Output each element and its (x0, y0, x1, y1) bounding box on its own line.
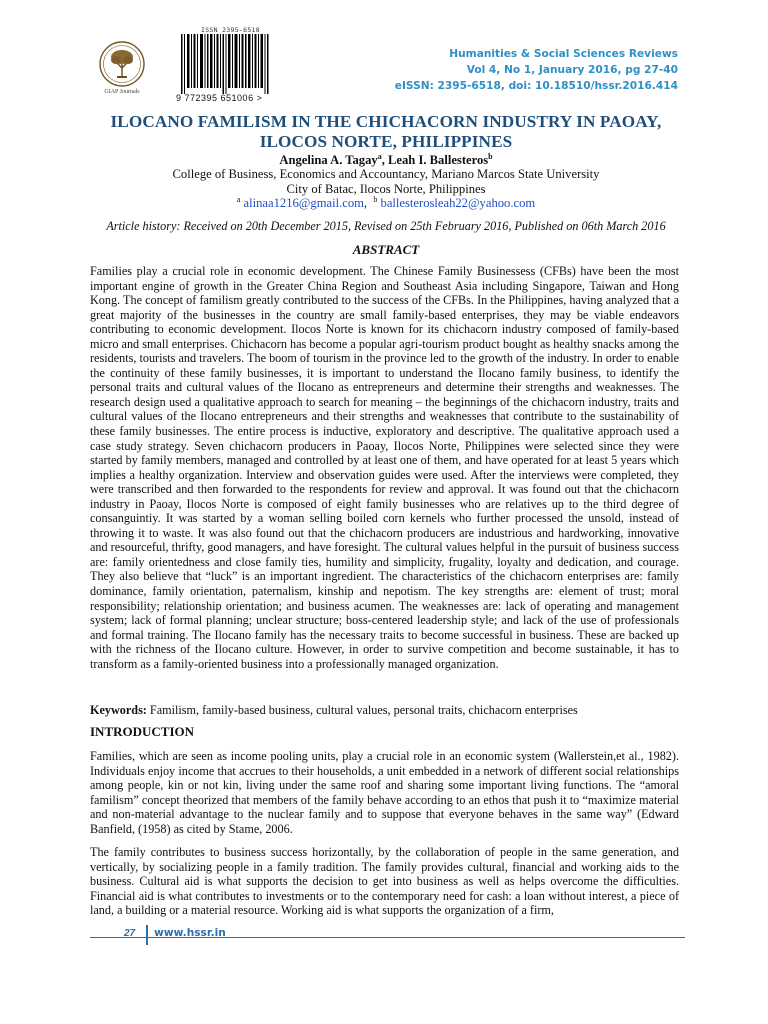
email-2-link[interactable]: ballesterosleah22@yahoo.com (380, 196, 536, 210)
introduction-paragraph-1: Families, which are seen as income pooling units, play a crucial role in an economic system (Wallerstein,et al., 1982). Individuals enjoy income that accrues to their households, a unit embedded in a network of different social relationships among people, kin or not kin, living under the same roof and sharing some important living functions. The “amoral familism” concept theorized that members of the family behave according to an ethos that push it to “maximize material and non-material advantage to the nuclear family and to suppose that everyone behaves in the same way” (Edward Banfield, (1958) as cited by Stame, 2006. (90, 749, 679, 836)
keywords-text: Familism, family-based business, cultural values, personal traits, chichacorn enterprises (146, 703, 578, 717)
author-2: Leah I. Ballesteros (388, 153, 489, 167)
author-separator: , (381, 153, 388, 167)
affiliation (96, 167, 676, 196)
author-2-sup: b (488, 151, 493, 161)
affiliation-line-1: College of Business, Economics and Accountancy, Mariano Marcos State University (172, 167, 600, 181)
email-1-link[interactable]: alinaa1216@gmail.com (243, 196, 364, 210)
article-title: ILOCANO FAMILISM IN THE CHICHACORN INDUSTRY IN PAOAY, ILOCOS NORTE, PHILIPPINES (110, 112, 662, 151)
affiliation-line-2: City of Batac, Ilocos Norte, Philippines (286, 181, 486, 196)
issn-label: ISSN 2395-6518 (201, 26, 260, 34)
journal-info (395, 46, 678, 94)
barcode-icon (181, 34, 269, 94)
abstract-text: Families play a crucial role in economic development. The Chinese Family Businessess (CFBs) have been the most important engine of growth in the Greater China Region and Southeast Asia including Singapore, Taiwan and Hong Kong. The concept of familism greatly contributed to the success of the CFBs. In the Philippines, having analyzed that a great majority of the businesses in the country are small family-based enterprises, they may be viable endeavors contributing to economic development. Ilocos Norte is known for its chichacorn industry composed of family-based micro and small enterprises. Chichacorn has become a popular agri-tourism product bought as healthy snacks among the residents, tourists and travelers. The boom of tourism in the province led to the growth of the industry. In order to enable the continuity of these family businesses, it is important to understand the Ilocano family business, to identify the personal traits and cultural values of the Ilocano as entrepreneurs and determine their strengths and weaknesses. The research design used a qualitative approach to search for meaning – the beginnings of the chichacorn industry, traits and cultural values of the Ilocano entrepreneurs and their strengths and weaknesses that contribute to the sustainability of these family businesses. The entire process is inductive, exploratory and descriptive. The qualitative approach used a case study strategy. Seven chichacorn producers in Paoay, Ilocos Norte, Philippines were selected since they were started by family members, managed and controlled by at least one of them, and have operated for at least 5 years which implies a healthy organization. Interview and observation guides were used. After the interviews were completed, they were transcribed and then forwarded to the respondents for review and approval. It was found out that the chichacorn industry in Paoay, Ilocos Norte is composed of eight family businesses who are relatives up to the third degree of consanguintiy. It was started by a woman selling boiled corn kernels who further processed the unsold, instead of throwing it to waste. It was also found out that the chichacorn producers are industrious and hardworking, innovative and resourceful, thrifty, good managers, and have foresight. The cultural values helpful in the pursuit of business success are: family orientedness and close family ties, humility and simplicity, frugality, loyalty and dedication, and courage. They also believe that “luck” is an important ingredient. The characteristics of the chichacorn enterprises are: family dominance, family orientation, paternalism, kinship and nepotism. The key strengths are: element of trust; moral responsibility; relationship orientation; and business acumen. The weaknesses are: lack of operating and management system; lack of formal planning; unclear structure; boss-centered leadership style; and lack of the use of professionals and formal training. The Ilocano family has the necessary traits to become successful in business. These are backed up with the richness of the Ilocano culture. However, in order to survive competition and become sustainable, it has to transform as a family-oriented business into a professionally managed organization. (90, 264, 679, 671)
logo-caption: GIAP Journals (104, 89, 140, 95)
author-1: Angelina A. Tagay (279, 153, 378, 167)
barcode-number: 9 772395 651006 > (176, 93, 263, 103)
keywords-label: Keywords: (90, 703, 147, 717)
email-2-sup: b (373, 194, 378, 204)
journal-doi: eISSN: 2395-6518, doi: 10.18510/hssr.2016.414 (394, 80, 678, 92)
author-1-sup: a (377, 151, 382, 161)
article-history: Article history: Received on 20th December 2015, Revised on 25th February 2016, Published on 06th March 2016 (106, 219, 666, 233)
journal-name: Humanities & Social Sciences Reviews (449, 48, 678, 60)
author-emails: $^a$ alinaa1216@gmail.com, $^b$ ballesterosleah22@yahoo.com (236, 194, 536, 210)
keywords (90, 703, 679, 718)
introduction-heading: INTRODUCTION (90, 724, 195, 739)
footer-separator (146, 925, 148, 945)
introduction-paragraph-2: The family contributes to business success horizontally, by the collaboration of people in the same generation, and vertically, by socializing people in a family tradition. The family provides cultural, financial and working aids to the business. Cultural aid is what supports the decision to get into business as well as helps overcome the difficulties. Financial aid is what contributes to investments or to the contemporary need for cash: a loan without interest, a piece of land, a building or a material resource. Working aid is what supports the organization of a firm, (90, 845, 679, 918)
email-1-sup: a (236, 194, 241, 204)
footer-website-link[interactable]: www.hssr.in (154, 927, 226, 939)
journal-volume: Vol 4, No 1, January 2016, pg 27-40 (466, 64, 678, 76)
authors (96, 153, 676, 168)
page-number: 27 (124, 928, 136, 939)
abstract-heading: ABSTRACT (352, 242, 420, 257)
